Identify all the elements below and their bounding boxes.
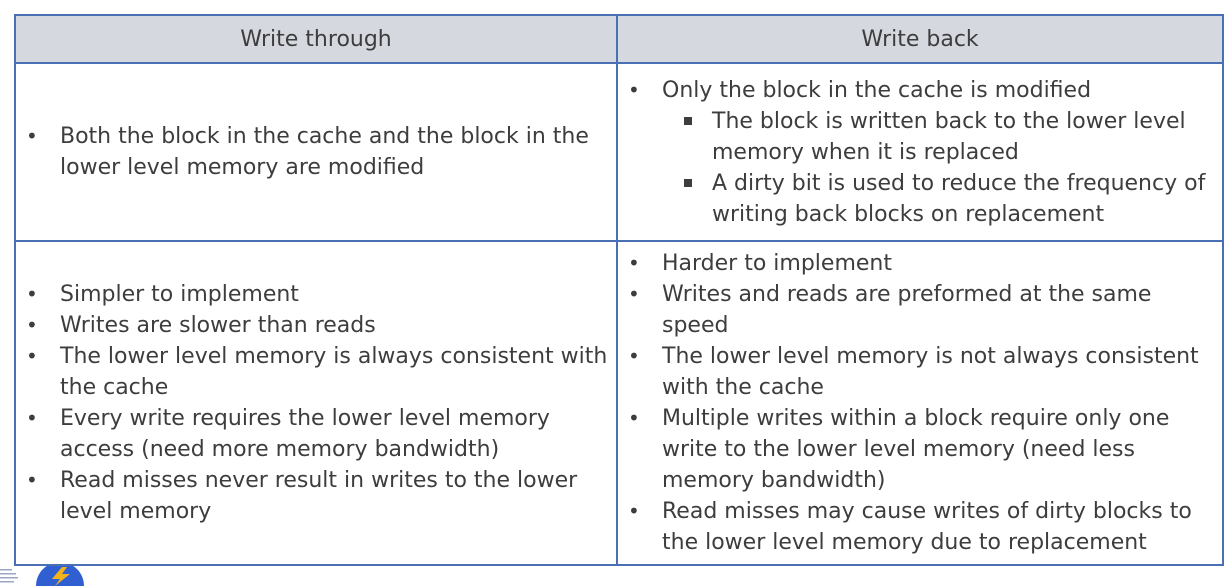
properties-row (15, 241, 1223, 565)
write-through-properties-list (16, 279, 608, 527)
write-back-sub-list (662, 106, 1214, 230)
write-back-properties-list (618, 248, 1214, 558)
sub-list-item: A dirty bit is used to reduce the frequency of writing back blocks on replacement (662, 168, 1214, 230)
list-item: • The lower level memory is not always consistent with the cache (618, 341, 1214, 403)
write-back-policy-cell (617, 63, 1223, 241)
list-item: • Writes are slower than reads (16, 310, 608, 341)
write-through-policy-list (16, 121, 608, 183)
list-item: • Simpler to implement (16, 279, 608, 310)
sub-list-item: The block is written back to the lower level memory when it is replaced (662, 106, 1214, 168)
list-item: • Read misses never result in writes to the lower level memory (16, 465, 608, 527)
list-item (618, 75, 1214, 230)
write-back-policy-list (618, 75, 1214, 230)
write-through-properties-cell (15, 241, 617, 565)
list-item: • Read misses may cause writes of dirty blocks to the lower level memory due to replacement (618, 496, 1214, 558)
header-write-through: Write through (15, 15, 617, 63)
list-item: • Both the block in the cache and the block in the lower level memory are modified (16, 121, 608, 183)
list-item: • Harder to implement (618, 248, 1214, 279)
write-back-properties-cell (617, 241, 1223, 565)
list-item: • Every write requires the lower level memory access (need more memory bandwidth) (16, 403, 608, 465)
lines-icon (0, 569, 18, 583)
header-row (15, 15, 1223, 63)
list-item: • Writes and reads are preformed at the same speed (618, 279, 1214, 341)
write-back-main-text: Only the block in the cache is modified (662, 77, 1092, 103)
bolt-badge-icon (36, 566, 84, 586)
header-write-back: Write back (617, 15, 1223, 63)
brand-logo-icon (0, 566, 90, 586)
policy-row (15, 63, 1223, 241)
comparison-table (14, 14, 1224, 566)
list-item: • Multiple writes within a block require only one write to the lower level memory (need less memory bandwidth) (618, 403, 1214, 496)
list-item: • The lower level memory is always consistent with the cache (16, 341, 608, 403)
write-through-policy-cell (15, 63, 617, 241)
